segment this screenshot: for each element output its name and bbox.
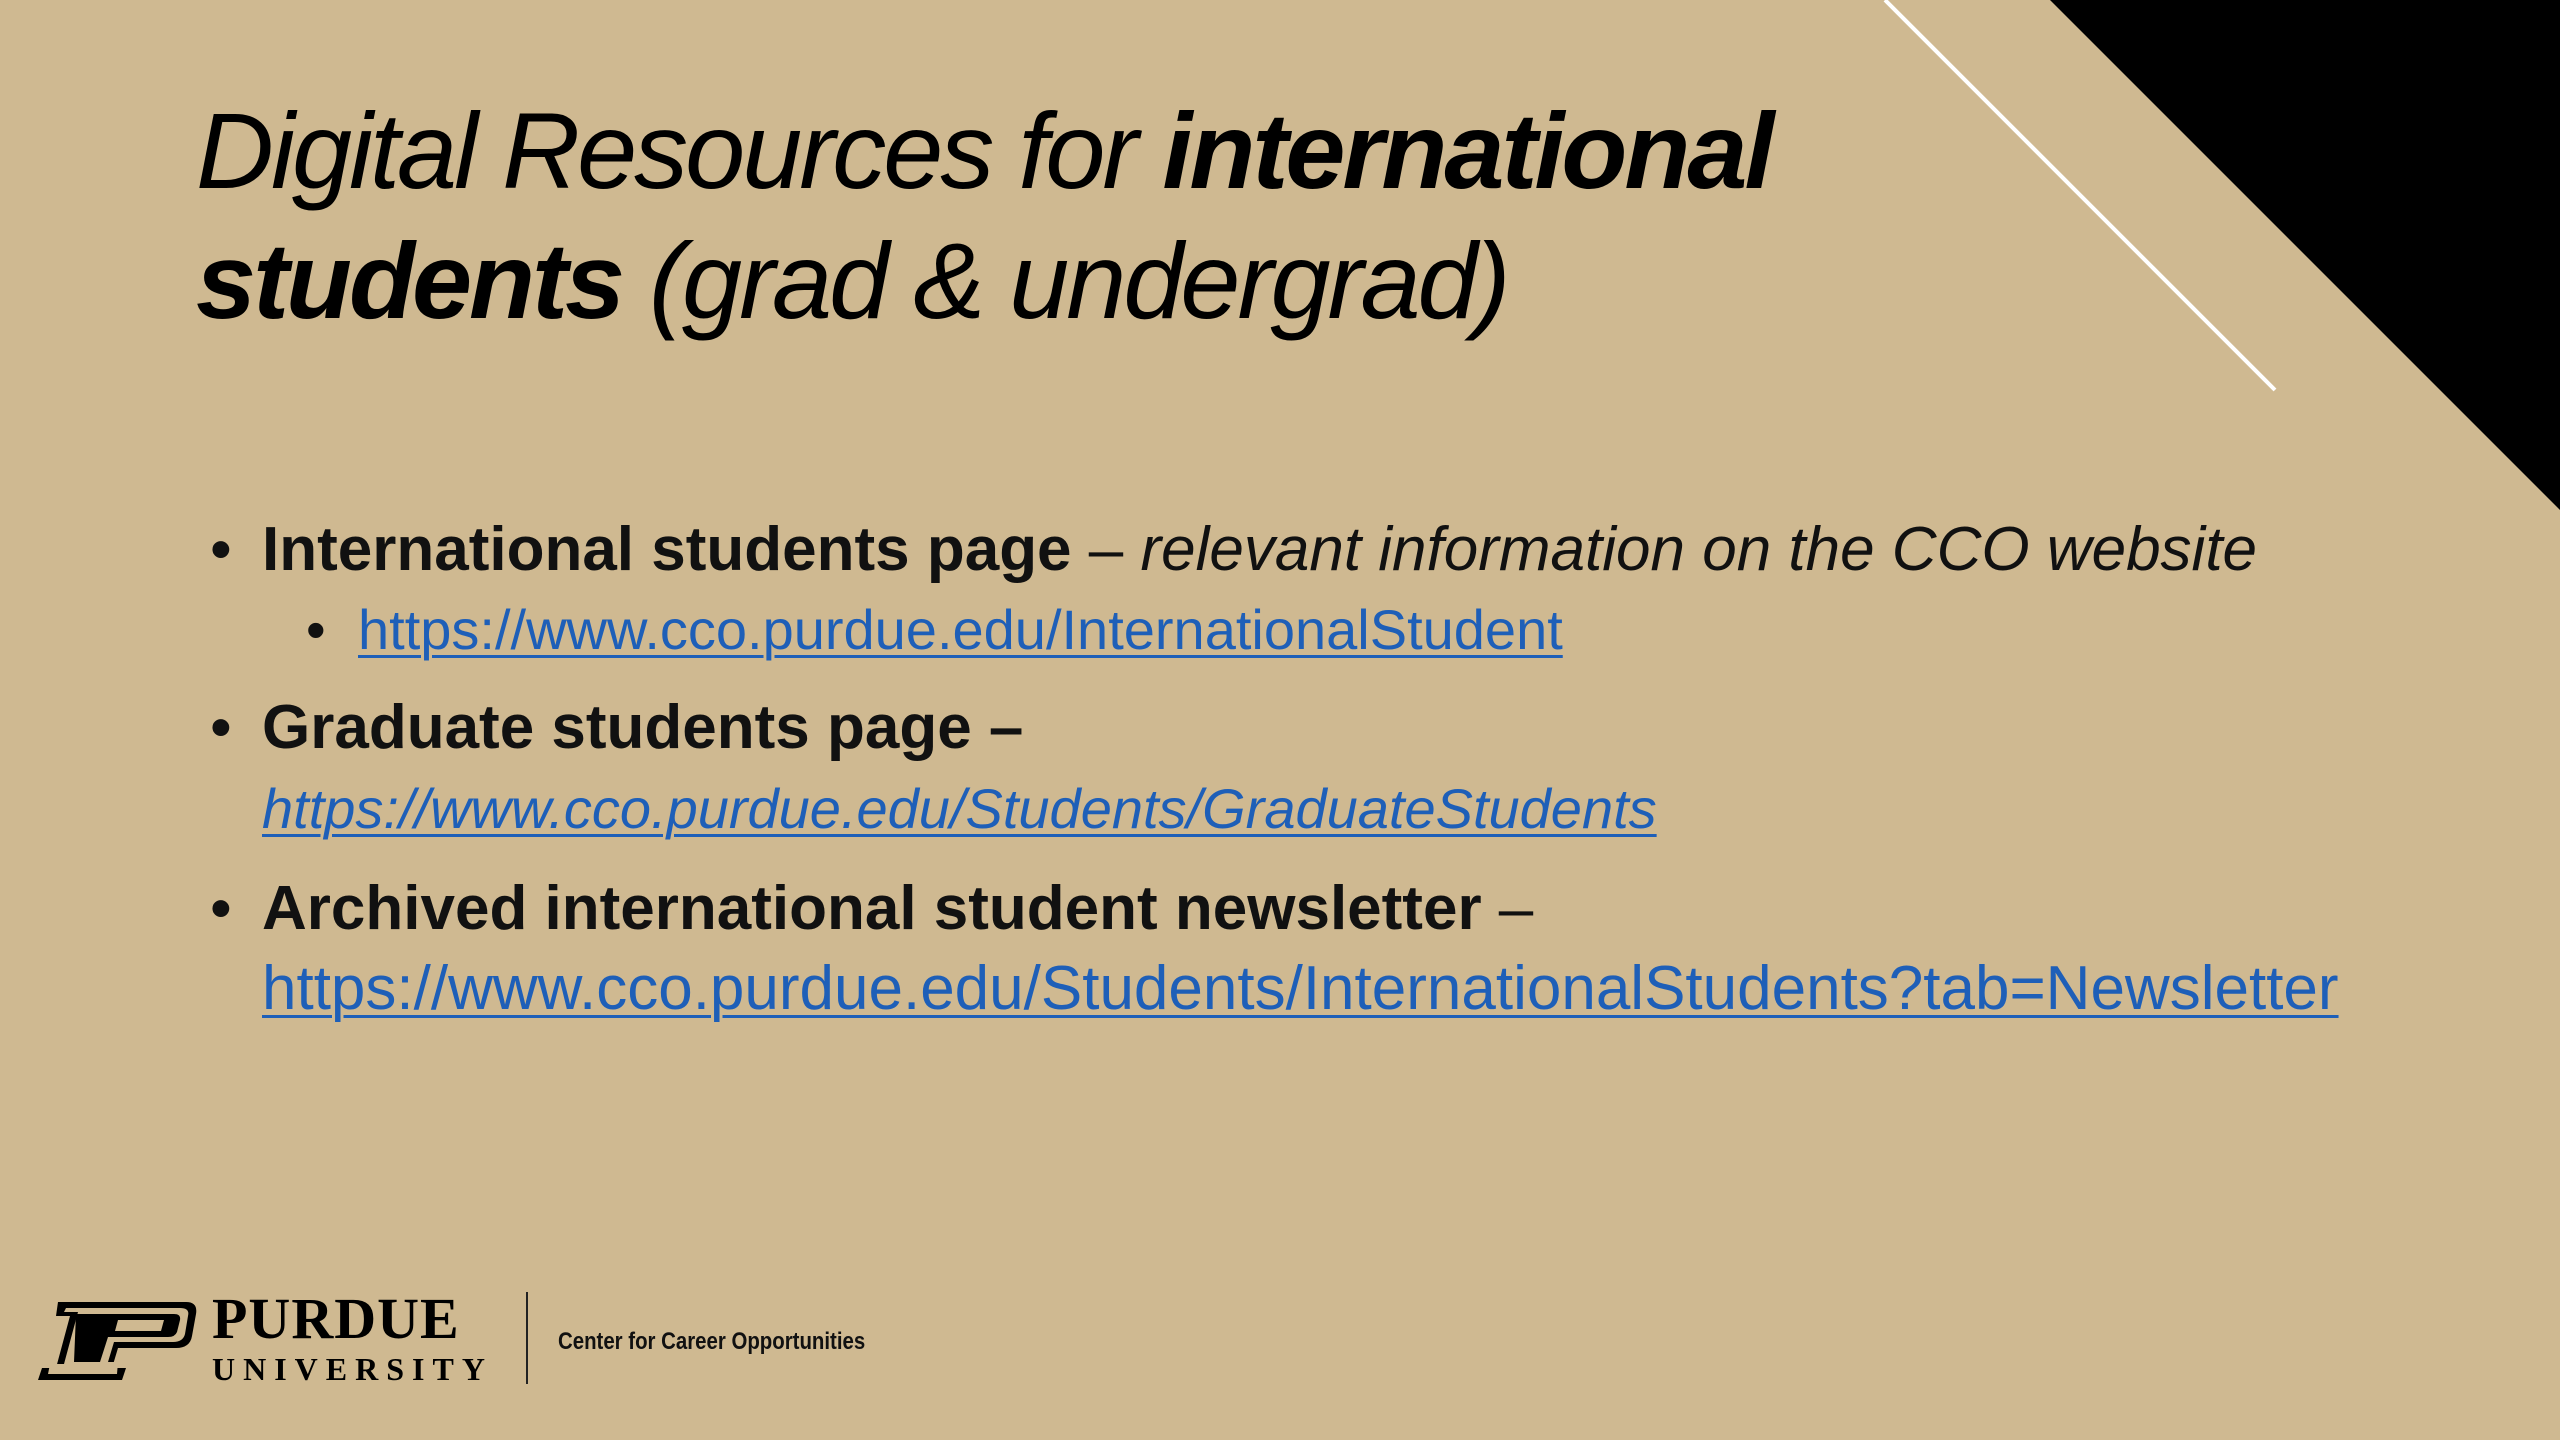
bullet-item-newsletter [210, 869, 2510, 1029]
sub-bullet-international-link [306, 594, 2510, 666]
title-part-3: students [196, 220, 623, 341]
logo-name: PURDUE [212, 1286, 460, 1351]
bullet-label: Archived international student newsletter [262, 874, 1482, 943]
bullet-dot: • [210, 515, 232, 584]
bullet-dot: • [210, 693, 232, 762]
purdue-logo [36, 1286, 936, 1390]
bullet-separator: – [1481, 874, 1534, 943]
logo-divider [526, 1292, 528, 1384]
newsletter-link[interactable]: https://www.cco.purdue.edu/Students/InternationalStudents?tab=Newsletter [262, 954, 2339, 1023]
bullet-description: relevant information on the CCO website [1140, 515, 2258, 584]
bullet-label: International students page [262, 515, 1072, 584]
bullet-separator: – [1071, 515, 1141, 584]
purdue-wordmark [212, 1286, 493, 1387]
international-students-link[interactable]: https://www.cco.purdue.edu/InternationalStudent [358, 598, 1563, 661]
title-part-2: international [1162, 90, 1772, 211]
logo-subname: UNIVERSITY [212, 1351, 493, 1387]
corner-diagonal-line [1885, 0, 2275, 390]
department-name: Center for Career Opportunities [558, 1328, 866, 1355]
bullet-item-graduate [210, 688, 2510, 849]
corner-black-triangle [2050, 0, 2560, 510]
title-part-1: Digital Resources for [196, 90, 1163, 211]
title-part-4: (grad & undergrad) [622, 220, 1508, 341]
graduate-students-link[interactable]: https://www.cco.purdue.edu/Students/GraduateStudents [262, 777, 1657, 840]
bullet-list [210, 510, 2510, 1029]
bullet-dot: • [306, 598, 326, 661]
bullet-label: Graduate students page – [262, 693, 1024, 762]
purdue-p-logo-icon [36, 1298, 198, 1382]
bullet-item-international [210, 510, 2510, 590]
slide-title [196, 86, 1896, 346]
bullet-dot: • [210, 874, 232, 943]
